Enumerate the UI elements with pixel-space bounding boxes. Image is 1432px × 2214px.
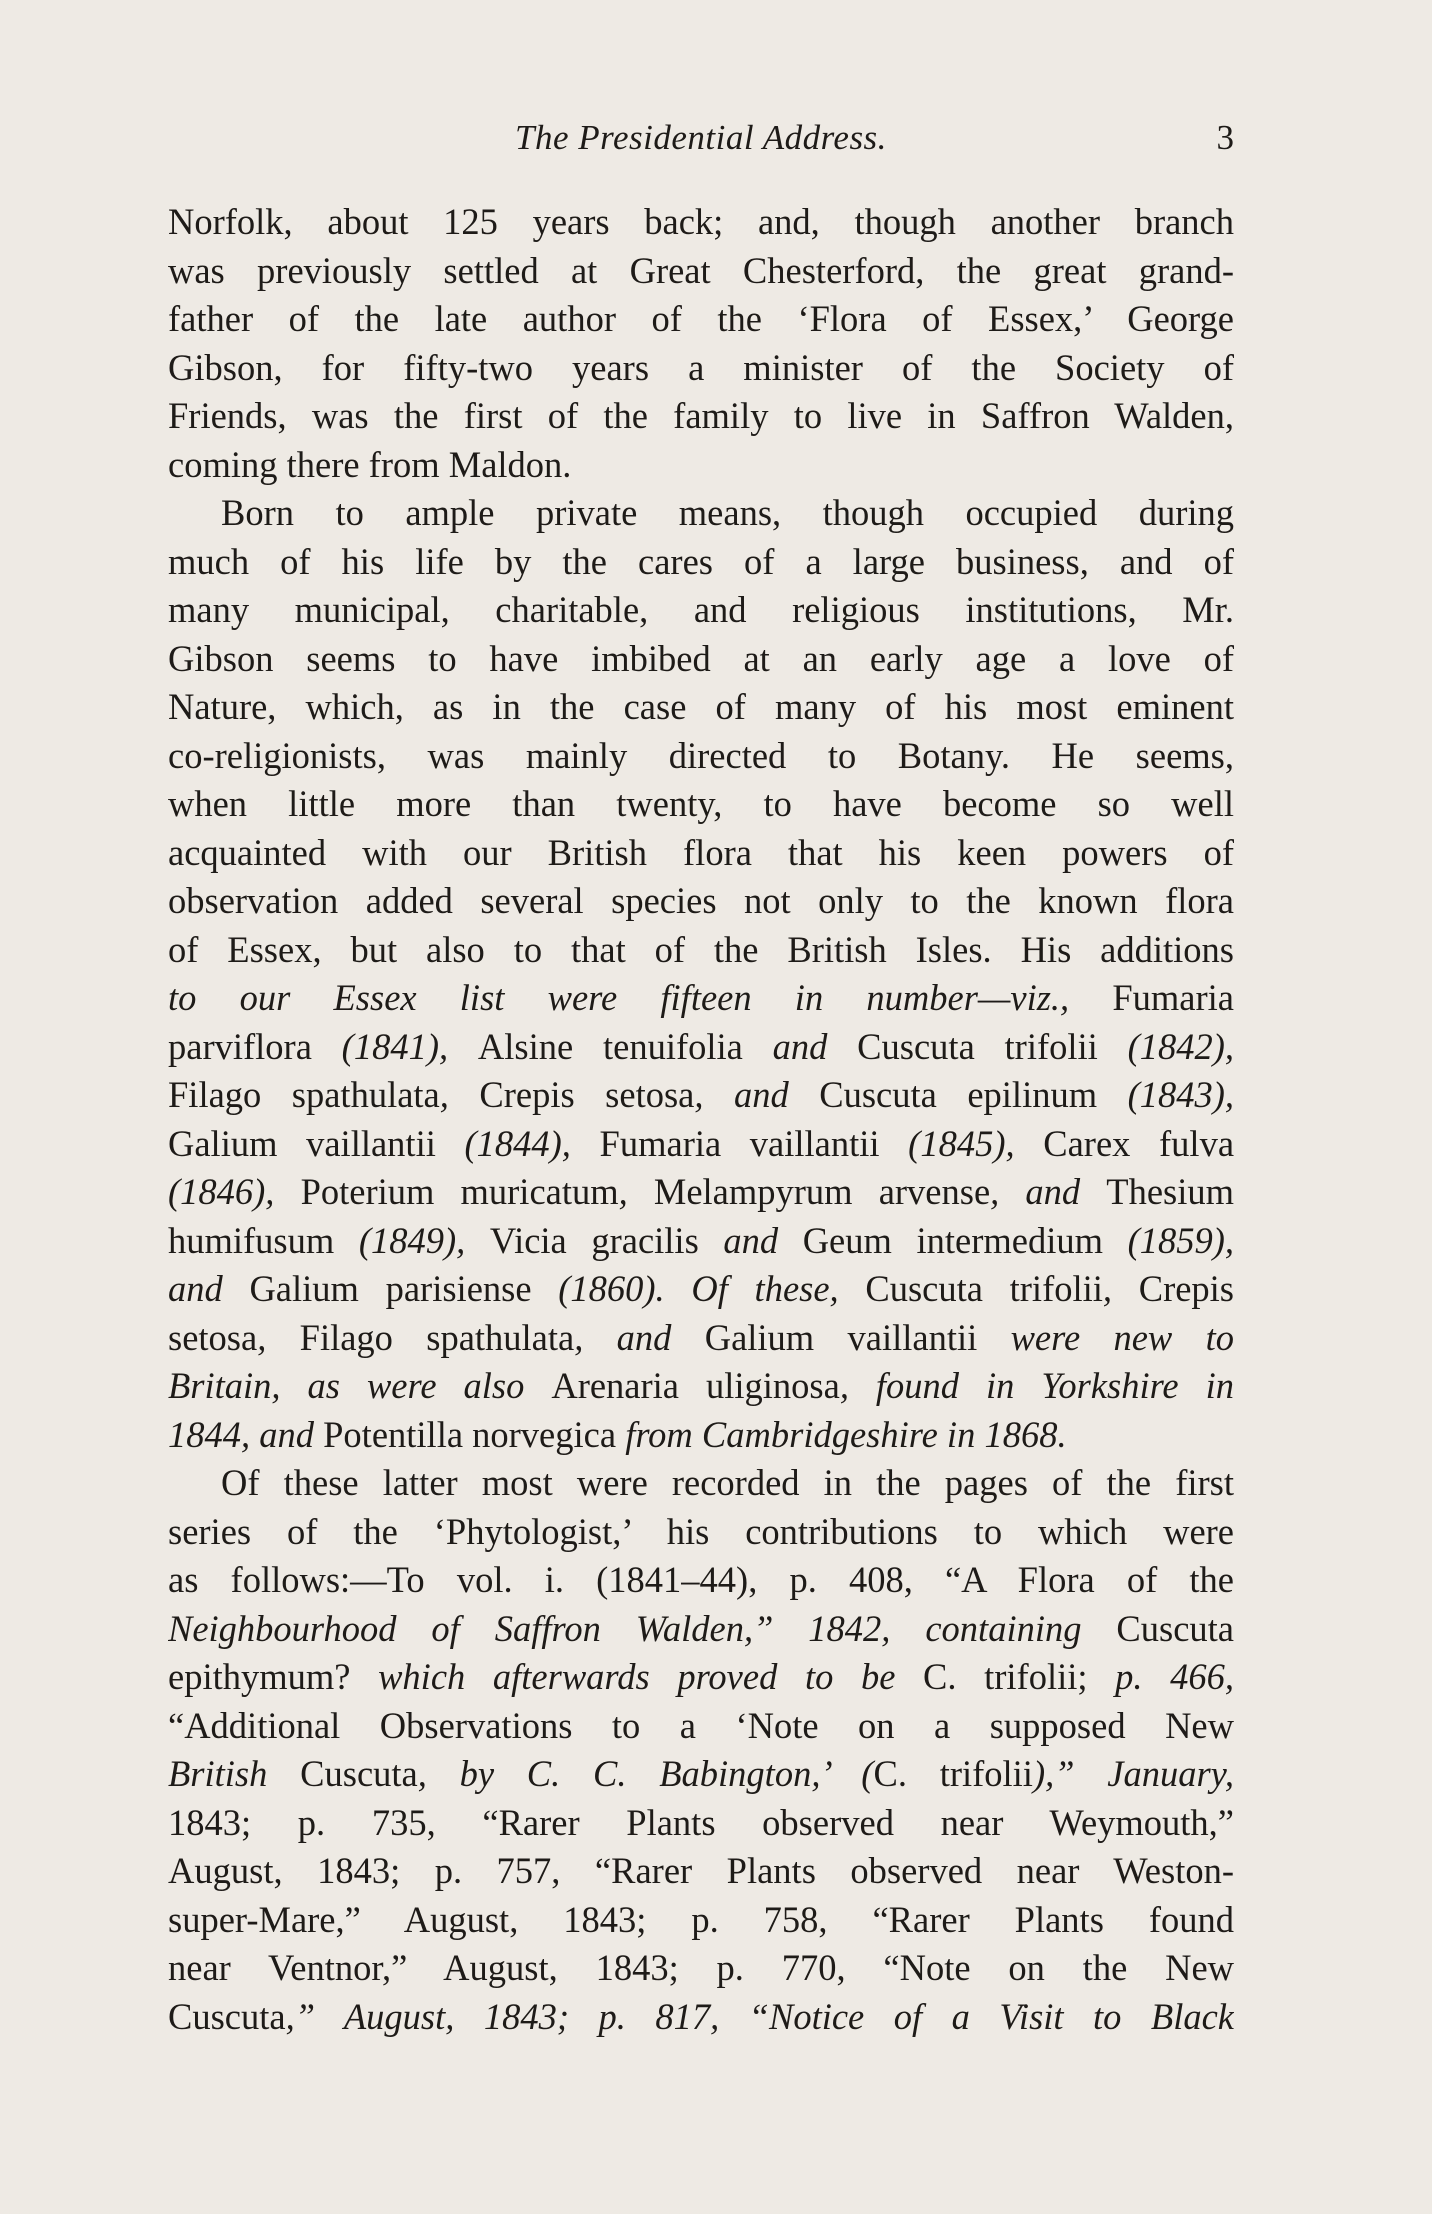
roman-text: C. trifolii: [873, 1753, 1033, 1794]
roman-text: coming there from Maldon.: [168, 443, 572, 485]
text-line: [168, 732, 1234, 781]
roman-text: 1843; p. 735, “Rarer Plants observed near Weymouth,”: [168, 1801, 1234, 1843]
page-number: 3: [1216, 118, 1234, 157]
roman-text: when little more than twenty, to have become so well: [168, 783, 1234, 824]
text-line: [168, 635, 1234, 684]
paragraph: [168, 489, 1234, 1459]
text-line: [168, 1944, 1234, 1993]
roman-text: Arenaria uliginosa: [551, 1365, 840, 1406]
text-line: [168, 295, 1234, 344]
roman-text: of Essex, but also to that of the British Isles. His additions: [168, 928, 1234, 970]
text-line: [168, 1362, 1234, 1411]
text-line: [168, 1411, 1234, 1460]
roman-text: co-religionists, was mainly directed to Botany. He seems,: [168, 734, 1234, 776]
text-line: [168, 1556, 1234, 1605]
italic-text: , by C. C. Babington,’ (: [417, 1753, 874, 1794]
italic-text: (1845),: [879, 1122, 1044, 1164]
text-line: [168, 1653, 1234, 1702]
page-header: [168, 118, 1234, 168]
italic-text: from Cambridgeshire in 1868.: [616, 1413, 1067, 1455]
text-line: [168, 1702, 1234, 1751]
text-line: [168, 489, 1234, 538]
body-text: [168, 198, 1234, 2041]
roman-text: Cuscuta epilinum: [819, 1074, 1098, 1115]
text-line: [168, 1750, 1234, 1799]
text-line: [168, 974, 1234, 1023]
italic-text: Neighbourhood of Saffron Walden,” 1842, containing: [168, 1607, 1117, 1649]
text-line: [168, 780, 1234, 829]
italic-text: (1844),: [435, 1122, 600, 1164]
italic-text: (1860). Of these,: [531, 1268, 866, 1309]
italic-text: and: [742, 1025, 858, 1067]
roman-text: Of these latter most were recorded in the pages of the first: [221, 1462, 1234, 1503]
italic-text: 1844, and: [168, 1413, 324, 1455]
italic-text: Britain, as were also: [168, 1365, 552, 1406]
roman-text: Filago spathulata: [299, 1316, 575, 1358]
italic-text: (1846),: [168, 1171, 301, 1212]
roman-text: super-Mare,” August, 1843; p. 758, “Rarer Plants found: [168, 1898, 1234, 1940]
roman-text: Galium vaillantii: [704, 1316, 978, 1358]
roman-text: Norfolk, about 125 years back; and, though another branch: [168, 201, 1234, 242]
roman-text: acquainted with our British flora that his keen powers of: [168, 831, 1234, 873]
text-line: [168, 1168, 1234, 1217]
text-line: [168, 344, 1234, 393]
roman-text: Cuscuta: [300, 1753, 418, 1794]
roman-text: much of his life by the cares of a large business, and of: [168, 540, 1234, 582]
text-line: [168, 829, 1234, 878]
italic-text: ,: [618, 1171, 654, 1212]
text-line: [168, 586, 1234, 635]
italic-text: , found in Yorkshire in: [839, 1365, 1234, 1406]
text-line: [168, 1071, 1234, 1120]
roman-text: “Additional Observations to a ‘Note on a supposed New: [168, 1704, 1234, 1746]
roman-text: Filago spathulata: [168, 1074, 440, 1115]
italic-text: (1843),: [1097, 1074, 1234, 1115]
text-line: [168, 1459, 1234, 1508]
italic-text: and: [698, 1219, 803, 1261]
roman-text: Born to ample private means, though occupied during: [221, 492, 1234, 533]
text-line: [168, 1508, 1234, 1557]
running-title: The Presidential Address.: [515, 118, 887, 157]
italic-text: p. 466,: [1087, 1656, 1234, 1697]
roman-text: Crepis: [1138, 1268, 1234, 1309]
roman-text: near Ventnor,” August, 1843; p. 770, “Note on the New: [168, 1947, 1234, 1988]
italic-text: British: [168, 1753, 301, 1794]
paragraph: [168, 1459, 1234, 2041]
roman-text: was previously settled at Great Chesterford, the great grand-: [168, 249, 1234, 291]
roman-text: Galium parisiense: [249, 1268, 532, 1309]
text-line: [168, 1265, 1234, 1314]
roman-text: Thesium: [1106, 1171, 1234, 1212]
roman-text: Cuscuta trifolii: [857, 1025, 1098, 1067]
roman-text: Cuscuta trifolii: [865, 1268, 1103, 1309]
roman-text: Gibson seems to have imbibed at an early age a love of: [168, 637, 1234, 679]
roman-text: humifusum: [168, 1219, 335, 1261]
text-line: [168, 1120, 1234, 1169]
italic-text: , and: [990, 1171, 1107, 1212]
text-line: [168, 1217, 1234, 1266]
text-line: [168, 1023, 1234, 1072]
italic-text: (1859),: [1103, 1219, 1234, 1261]
italic-text: ,: [1102, 1268, 1139, 1309]
roman-text: Poterium muricatum: [300, 1171, 619, 1212]
italic-text: ,” August, 1843; p. 817, “Notice of a Visit to Black: [285, 1995, 1234, 2037]
text-line: [168, 1847, 1234, 1896]
roman-text: many municipal, charitable, and religious institutions, Mr.: [168, 589, 1234, 630]
roman-text: Gibson, for fifty-two years a minister of the Society of: [168, 346, 1234, 388]
roman-text: epithymum?: [168, 1656, 351, 1697]
roman-text: parviflora: [168, 1025, 312, 1067]
text-line: [168, 1896, 1234, 1945]
text-line: [168, 1314, 1234, 1363]
italic-text: ,: [439, 1074, 480, 1115]
roman-text: Carex fulva: [1043, 1122, 1234, 1164]
roman-text: Potentilla norvegica: [323, 1413, 617, 1455]
roman-text: father of the late author of the ‘Flora of Essex,’ George: [168, 298, 1234, 339]
text-line: [168, 1993, 1234, 2042]
italic-text: , and: [574, 1316, 705, 1358]
italic-text: ),” January,: [1032, 1753, 1234, 1794]
italic-text: (1841),: [311, 1025, 478, 1067]
roman-text: Crepis setosa: [479, 1074, 695, 1115]
text-line: [168, 877, 1234, 926]
italic-text: to our Essex list were fifteen in number—viz.,: [168, 977, 1113, 1018]
italic-text: (1849),: [334, 1219, 490, 1261]
roman-text: Alsine tenuifolia: [477, 1025, 743, 1067]
roman-text: Galium vaillantii: [168, 1122, 436, 1164]
roman-text: as follows:—To vol. i. (1841–44), p. 408, “A Flora of the: [168, 1559, 1234, 1600]
roman-text: series of the ‘Phytologist,’ his contributions to which were: [168, 1510, 1234, 1552]
roman-text: observation added several species not only to the known flora: [168, 880, 1234, 921]
italic-text: which afterwards proved to be: [350, 1656, 924, 1697]
italic-text: ,: [257, 1316, 300, 1358]
roman-text: August, 1843; p. 757, “Rarer Plants observed near Weston-: [168, 1850, 1234, 1891]
roman-text: Vicia gracilis: [489, 1219, 699, 1261]
italic-text: , and: [694, 1074, 820, 1115]
paragraph: [168, 198, 1234, 489]
text-line: [168, 1605, 1234, 1654]
roman-text: Geum intermedium: [802, 1219, 1103, 1261]
roman-text: Friends, was the first of the family to live in Saffron Walden,: [168, 395, 1234, 436]
text-line: [168, 926, 1234, 975]
roman-text: C. trifolii;: [923, 1656, 1088, 1697]
text-line: [168, 247, 1234, 296]
roman-text: Fumaria: [1112, 977, 1234, 1018]
roman-text: Nature, which, as in the case of many of his most eminent: [168, 686, 1234, 727]
text-line: [168, 1799, 1234, 1848]
roman-text: Melampyrum arvense: [653, 1171, 991, 1212]
italic-text: and: [168, 1268, 250, 1309]
text-line: [168, 441, 1234, 490]
roman-text: setosa: [168, 1316, 258, 1358]
italic-text: (1842),: [1097, 1025, 1234, 1067]
text-line: [168, 683, 1234, 732]
text-line: [168, 538, 1234, 587]
roman-text: Cuscuta: [168, 1995, 286, 2037]
italic-text: were new to: [977, 1316, 1234, 1358]
text-line: [168, 392, 1234, 441]
roman-text: Fumaria vaillantii: [599, 1122, 880, 1164]
text-line: [168, 198, 1234, 247]
roman-text: Cuscuta: [1116, 1607, 1234, 1649]
